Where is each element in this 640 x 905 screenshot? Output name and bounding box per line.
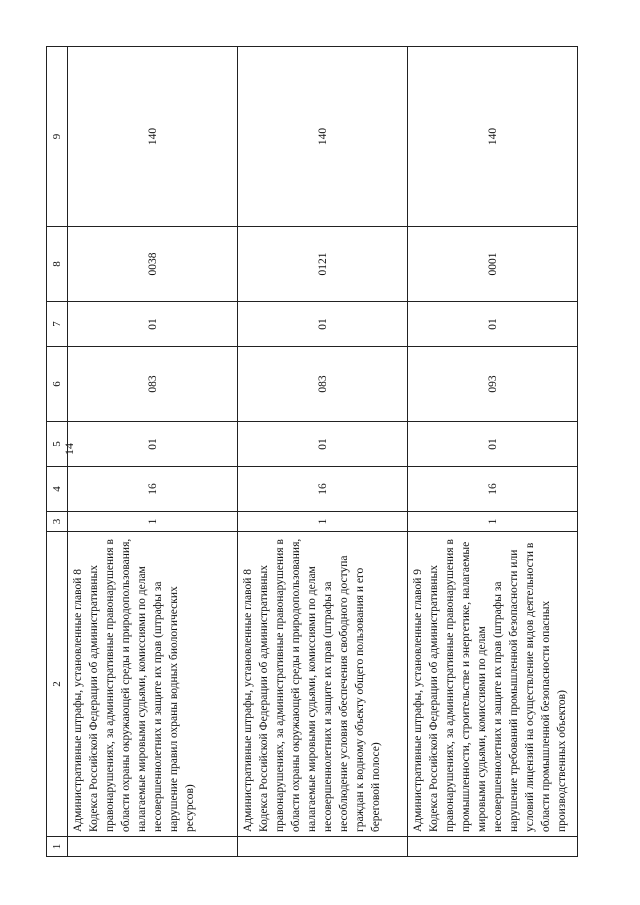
rotated-page bbox=[46, 47, 576, 857]
cell-col8: 0001 bbox=[408, 227, 578, 302]
cell-col5: 01 bbox=[408, 422, 578, 467]
header-row bbox=[47, 47, 68, 857]
table-frame bbox=[46, 47, 576, 857]
cell-description: Административные штрафы, установленные главой 9 Кодекса Российской Федерации об административных правонарушениях, за административные правонарушения в промышленности, строительстве и энергетике, налагаемые мировыми судьями, комиссиями по делам несовершеннолетних и защите их прав (штрафы за нарушение требований промышленной безопасности или условий лицензий на осуществление видов деятельности в области промышленной безопасности опасных производственных объектов) bbox=[408, 532, 578, 837]
cell-col1 bbox=[238, 837, 408, 857]
col-header-3: 3 bbox=[47, 512, 68, 532]
cell-col8: 0121 bbox=[238, 227, 408, 302]
col-header-5: 5 bbox=[47, 422, 68, 467]
col-header-9: 9 bbox=[47, 47, 68, 227]
page-number: 14 bbox=[62, 443, 76, 455]
cell-col5: 01 bbox=[238, 422, 408, 467]
cell-col9: 140 bbox=[68, 47, 238, 227]
cell-col9: 140 bbox=[238, 47, 408, 227]
cell-col4: 16 bbox=[408, 467, 578, 512]
cell-col6: 083 bbox=[68, 347, 238, 422]
cell-col3: 1 bbox=[238, 512, 408, 532]
col-header-8: 8 bbox=[47, 227, 68, 302]
col-header-1: 1 bbox=[47, 837, 68, 857]
cell-description: Административные штрафы, установленные главой 8 Кодекса Российской Федерации об административных правонарушениях, за административные правонарушения в области охраны окружающей среды и природопользования, налагаемые мировыми судьями, комиссиями по делам несовершеннолетних и защите их прав (штрафы за нарушение правил охраны водных биологических ресурсов) bbox=[68, 532, 238, 837]
col-header-4: 4 bbox=[47, 467, 68, 512]
cell-col7: 01 bbox=[408, 302, 578, 347]
cell-col9: 140 bbox=[408, 47, 578, 227]
table-row bbox=[408, 47, 578, 857]
cell-col7: 01 bbox=[68, 302, 238, 347]
cell-col4: 16 bbox=[68, 467, 238, 512]
cell-col4: 16 bbox=[238, 467, 408, 512]
budget-codes-table bbox=[46, 46, 578, 857]
cell-col7: 01 bbox=[238, 302, 408, 347]
table-row bbox=[238, 47, 408, 857]
cell-description: Административные штрафы, установленные главой 8 Кодекса Российской Федерации об административных правонарушениях, за административные правонарушения в области охраны окружающей среды и природопользования, налагаемые мировыми судьями, комиссиями по делам несовершеннолетних и защите их прав (штрафы за несоблюдение условия обеспечения свободного доступа граждан к водному объекту общего пользования и его береговой полосе) bbox=[238, 532, 408, 837]
col-header-2: 2 bbox=[47, 532, 68, 837]
cell-col6: 093 bbox=[408, 347, 578, 422]
cell-col3: 1 bbox=[68, 512, 238, 532]
cell-col1 bbox=[408, 837, 578, 857]
col-header-6: 6 bbox=[47, 347, 68, 422]
cell-col6: 083 bbox=[238, 347, 408, 422]
cell-col8: 0038 bbox=[68, 227, 238, 302]
col-header-7: 7 bbox=[47, 302, 68, 347]
table-row bbox=[68, 47, 238, 857]
cell-col1 bbox=[68, 837, 238, 857]
cell-col5: 01 bbox=[68, 422, 238, 467]
cell-col3: 1 bbox=[408, 512, 578, 532]
